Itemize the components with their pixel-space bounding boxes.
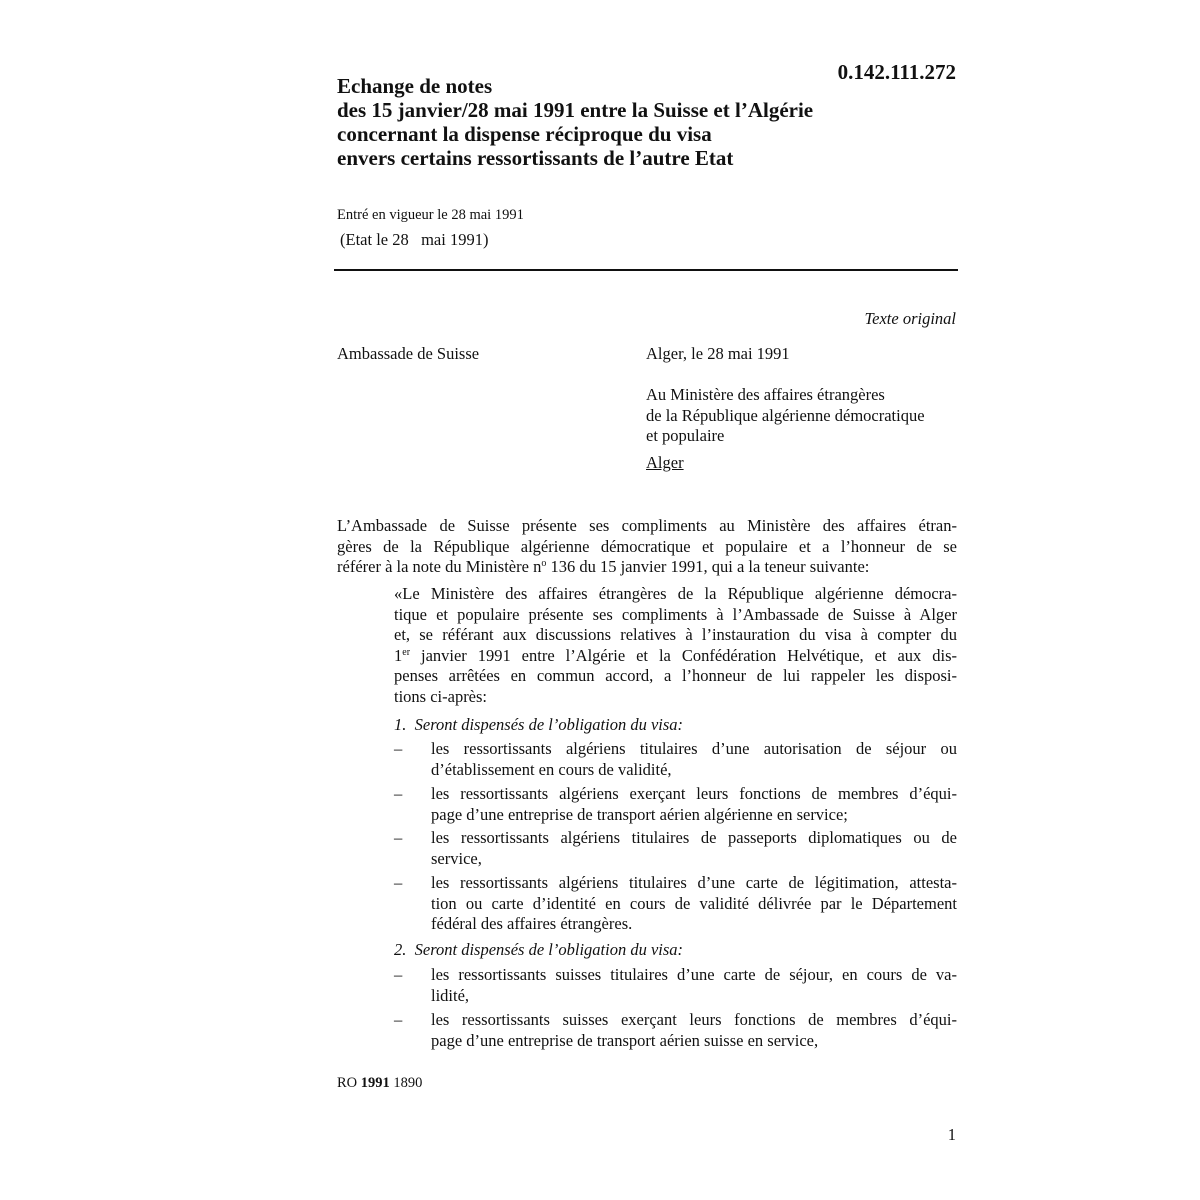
- status-date: (Etat le 28 mai 1991): [340, 230, 489, 249]
- recipient-line: Au Ministère des affaires étrangères: [646, 385, 885, 404]
- paragraph-line: penses arrêtées en commun accord, a l’honneur de lui rappeler les disposi-: [394, 666, 957, 685]
- list-dash: –: [394, 739, 403, 758]
- official-compilation-reference: RO 1991 1890: [337, 1075, 423, 1091]
- list-item: les ressortissants algériens titulaires d’une carte de légitimation, attesta- tion ou carte d’identité en cours de validité délivrée par le Département fédéral des affaires étrangères.: [431, 873, 957, 933]
- list-item: les ressortissants suisses titulaires d’une carte de séjour, en cours de va- lidité,: [431, 965, 957, 1005]
- title-line: concernant la dispense réciproque du visa: [337, 122, 712, 146]
- paragraph-line: «Le Ministère des affaires étrangères de la République algérienne démocra-: [394, 584, 957, 603]
- paragraph-line: 1er janvier 1991 entre l’Algérie et la Confédération Helvétique, et aux dis-: [394, 645, 957, 665]
- list-dash: –: [394, 784, 403, 803]
- sender: Ambassade de Suisse: [337, 344, 480, 363]
- header-divider: [334, 269, 958, 271]
- recipient-line: et populaire: [646, 426, 725, 445]
- recipient-line: de la République algérienne démocratique: [646, 405, 925, 425]
- title-line: envers certains ressortissants de l’autre Etat: [337, 146, 734, 170]
- paragraph-line: tique et populaire présente ses compliments à l’Ambassade de Suisse à Alger: [394, 604, 957, 624]
- paragraph-line: L’Ambassade de Suisse présente ses compliments au Ministère des affaires étran-: [337, 516, 957, 535]
- paragraph-line: et, se référant aux discussions relatives à l’instauration du visa à compter du: [394, 625, 957, 644]
- document-number: 0.142.111.272: [837, 60, 956, 84]
- paragraph-line: référer à la note du Ministère $n^o$ 136 du 15 janvier 1991, qui a la teneur suivante:: [337, 557, 870, 576]
- section-2-heading: 2. Seront dispensés de l’obligation du visa:: [394, 940, 684, 959]
- list-dash: –: [394, 873, 403, 892]
- title-line: Echange de notes: [337, 74, 493, 98]
- list-dash: –: [394, 965, 403, 984]
- quoted-note: [394, 584, 957, 707]
- recipient-city: Alger: [646, 453, 684, 472]
- superscript: er: [402, 646, 411, 658]
- superscript: o: [541, 558, 547, 569]
- title-line: des 15 janvier/28 mai 1991 entre la Suisse et l’Algérie: [337, 98, 814, 122]
- entry-into-force: Entré en vigueur le 28 mai 1991: [337, 207, 524, 223]
- list-item: les ressortissants algériens exerçant leurs fonctions de membres d’équi- page d’une entreprise de transport aérien algérienne en service;: [431, 784, 957, 824]
- list-item: les ressortissants algériens titulaires de passeports diplomatiques ou de service,: [431, 828, 957, 868]
- list-item: les ressortissants algériens titulaires d’une autorisation de séjour ou d’établissement en cours de validité,: [431, 739, 957, 779]
- intro-paragraph: [337, 516, 957, 578]
- list-item: les ressortissants suisses exerçant leurs fonctions de membres d’équi- page d’une entreprise de transport aérien suisse en service,: [431, 1010, 957, 1050]
- list-dash: –: [394, 828, 403, 847]
- paragraph-line: tions ci-après:: [394, 686, 488, 706]
- document-title: [337, 74, 937, 170]
- original-text-label: Texte original: [864, 309, 956, 328]
- list-dash: –: [394, 1010, 403, 1029]
- place-and-date: Alger, le 28 mai 1991: [646, 344, 790, 363]
- recipient-address: [646, 385, 966, 447]
- paragraph-line: gères de la République algérienne démocratique et populaire et a l’honneur de se: [337, 536, 957, 556]
- section-1-heading: 1. Seront dispensés de l’obligation du visa:: [394, 715, 684, 734]
- page-number: 1: [947, 1125, 956, 1144]
